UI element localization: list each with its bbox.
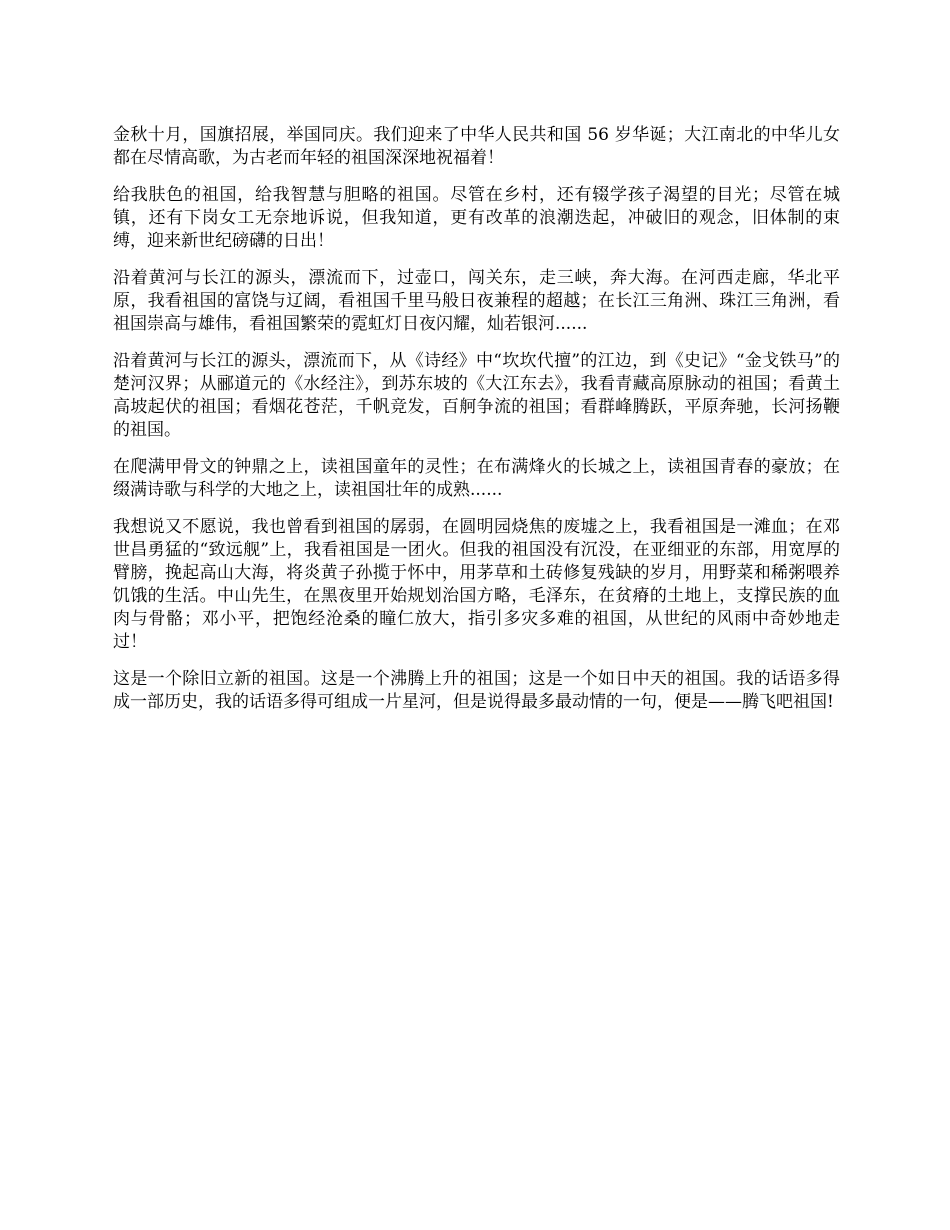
paragraph: 给我肤色的祖国，给我智慧与胆略的祖国。尽管在乡村，还有辍学孩子渴望的目光；尽管在城镇，还有下岗女工无奈地诉说，但我知道，更有改革的浪潮迭起，冲破旧的观念，旧体制的束缚，迎来新世纪磅礴的日出！: [113, 185, 840, 251]
paragraph: 金秋十月，国旗招展，举国同庆。我们迎来了中华人民共和国 56 岁华诞；大江南北的中华儿女都在尽情高歌，为古老而年轻的祖国深深地祝福着！: [113, 125, 840, 168]
paragraph: 这是一个除旧立新的祖国。这是一个沸腾上升的祖国；这是一个如日中天的祖国。我的话语多得成一部历史，我的话语多得可组成一片星河，但是说得最多最动情的一句，便是——腾飞吧祖国!: [113, 669, 840, 712]
paragraph: 沿着黄河与长江的源头，漂流而下，过壶口，闯关东，走三峡，奔大海。在河西走廊，华北平原，我看祖国的富饶与辽阔，看祖国千里马般日夜兼程的超越；在长江三角洲、珠江三角洲，看祖国崇高与雄伟，看祖国繁荣的霓虹灯日夜闪耀，灿若银河......: [113, 268, 840, 334]
document-body: [113, 124, 840, 728]
paragraph: 我想说又不愿说，我也曾看到祖国的孱弱，在圆明园烧焦的废墟之上，我看祖国是一滩血；在邓世昌勇猛的“致远舰”上，我看祖国是一团火。但我的祖国没有沉没，在亚细亚的东部，用宽厚的臂膀，挽起高山大海，将炎黄子孙揽于怀中，用茅草和土砖修复残缺的岁月，用野菜和稀粥喂养饥饿的生活。中山先生，在黑夜里开始规划治国方略，毛泽东，在贫瘠的土地上，支撑民族的血肉与骨骼；邓小平，把饱经沧桑的瞳仁放大，指引多灾多难的祖国，从世纪的风雨中奇妙地走过！: [113, 517, 840, 652]
paragraph: 在爬满甲骨文的钟鼎之上，读祖国童年的灵性；在布满烽火的长城之上，读祖国青春的豪放；在缀满诗歌与科学的大地之上，读祖国壮年的成熟......: [113, 457, 840, 500]
paragraph: 沿着黄河与长江的源头，漂流而下，从《诗经》中“坎坎代擅”的江边，到《史记》“金戈铁马”的楚河汉界；从郦道元的《水经注》，到苏东坡的《大江东去》，我看青藏高原脉动的祖国；看黄土高坡起伏的祖国；看烟花苍茫，千帆竞发，百舸争流的祖国；看群峰腾跃，平原奔驰，长河扬鞭的祖国。: [113, 351, 840, 440]
